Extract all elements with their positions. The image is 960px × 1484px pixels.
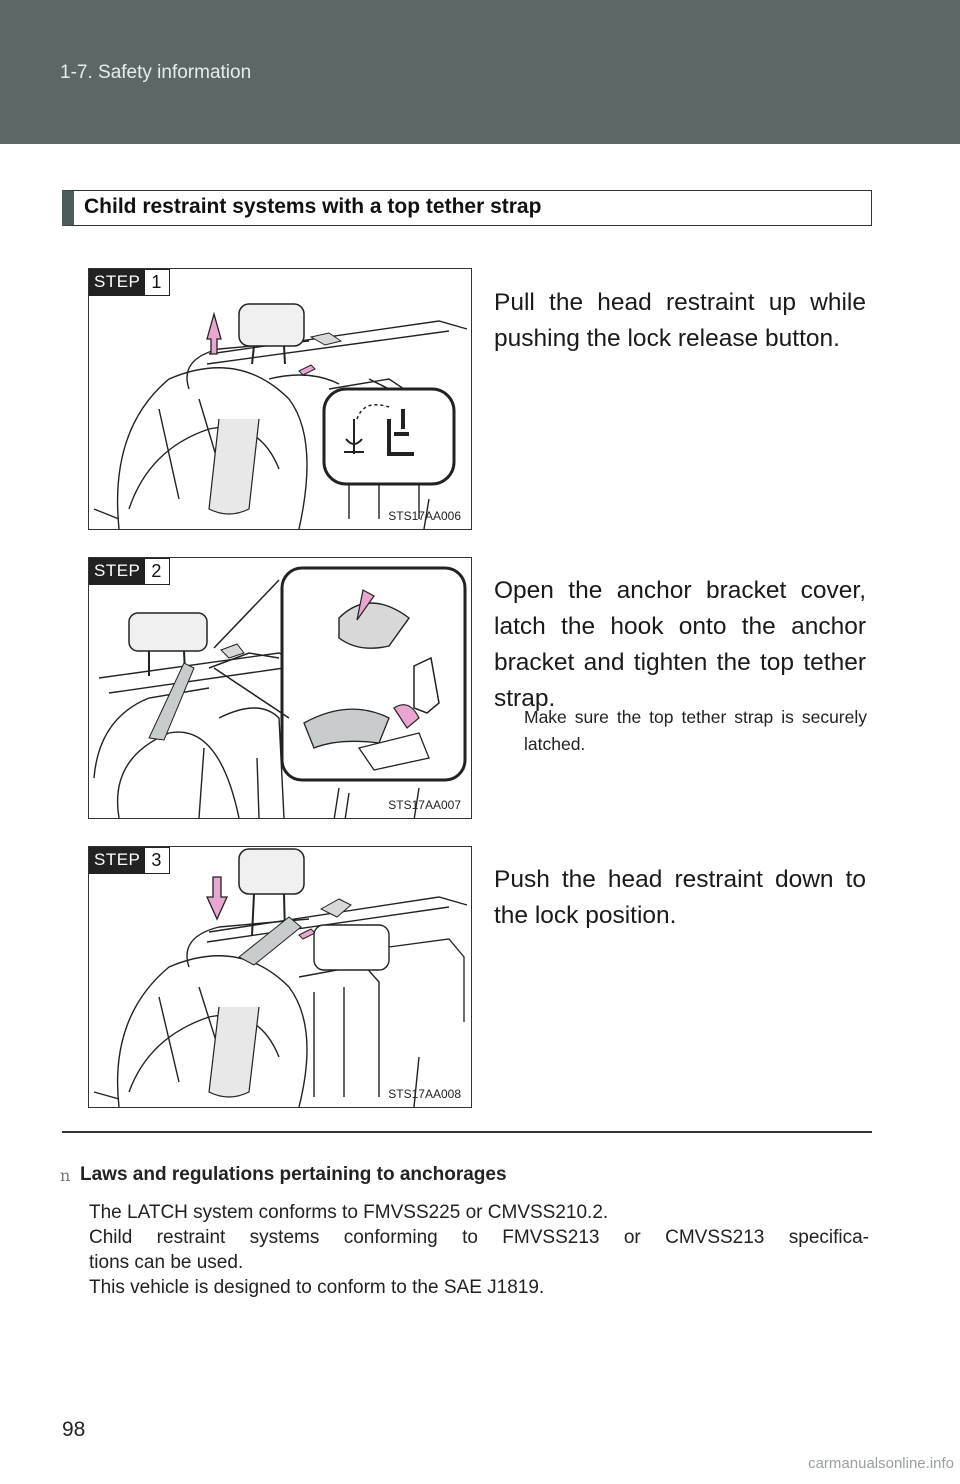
laws-line-3: This vehicle is designed to conform to the SAE J1819. xyxy=(89,1277,545,1298)
laws-line-2b: tions can be used. xyxy=(89,1252,244,1273)
section-title: Child restraint systems with a top tether strap xyxy=(84,195,542,218)
laws-heading: Laws and regulations pertaining to anchorages xyxy=(80,1164,507,1185)
step-3-figure xyxy=(88,846,472,1108)
bullet-icon: n xyxy=(60,1166,71,1185)
step-1-badge xyxy=(89,269,170,296)
step-number: 2 xyxy=(145,558,170,585)
section-title-bar xyxy=(62,190,872,226)
step-3-text: Push the head restraint down to the lock position. xyxy=(494,866,866,929)
watermark: carmanualsonline.info xyxy=(808,1455,954,1472)
laws-line-1: The LATCH system conforms to FMVSS225 or CMVSS210.2. xyxy=(89,1202,609,1223)
page-number: 98 xyxy=(62,1418,86,1441)
step-label: STEP xyxy=(89,847,145,874)
step-2-text: Open the anchor bracket cover, latch the hook onto the anchor bracket and tighten the top tether strap. xyxy=(494,577,866,712)
section-reference: 1-7. Safety information xyxy=(60,62,252,83)
step-2-note: Make sure the top tether strap is securely latched. xyxy=(524,707,867,754)
figure-code: STS17AA008 xyxy=(388,1087,461,1101)
step-number: 1 xyxy=(145,269,170,296)
step-1-text: Pull the head restraint up while pushing the lock release button. xyxy=(494,289,866,352)
divider-rule xyxy=(62,1131,872,1133)
step-1-figure xyxy=(88,268,472,530)
step-1-illustration xyxy=(89,269,472,530)
step-3-badge xyxy=(89,847,170,874)
step-3-illustration xyxy=(89,847,472,1108)
figure-code: STS17AA006 xyxy=(388,509,461,523)
step-2-figure xyxy=(88,557,472,819)
step-2-illustration xyxy=(89,558,472,819)
header-band xyxy=(0,0,960,144)
step-label: STEP xyxy=(89,558,145,585)
laws-line-2a: Child restraint systems conforming to FMVSS213 or CMVSS213 specifica- xyxy=(89,1227,869,1248)
laws-body xyxy=(89,1200,869,1300)
step-number: 3 xyxy=(145,847,170,874)
step-label: STEP xyxy=(89,269,145,296)
figure-code: STS17AA007 xyxy=(388,798,461,812)
step-2-badge xyxy=(89,558,170,585)
